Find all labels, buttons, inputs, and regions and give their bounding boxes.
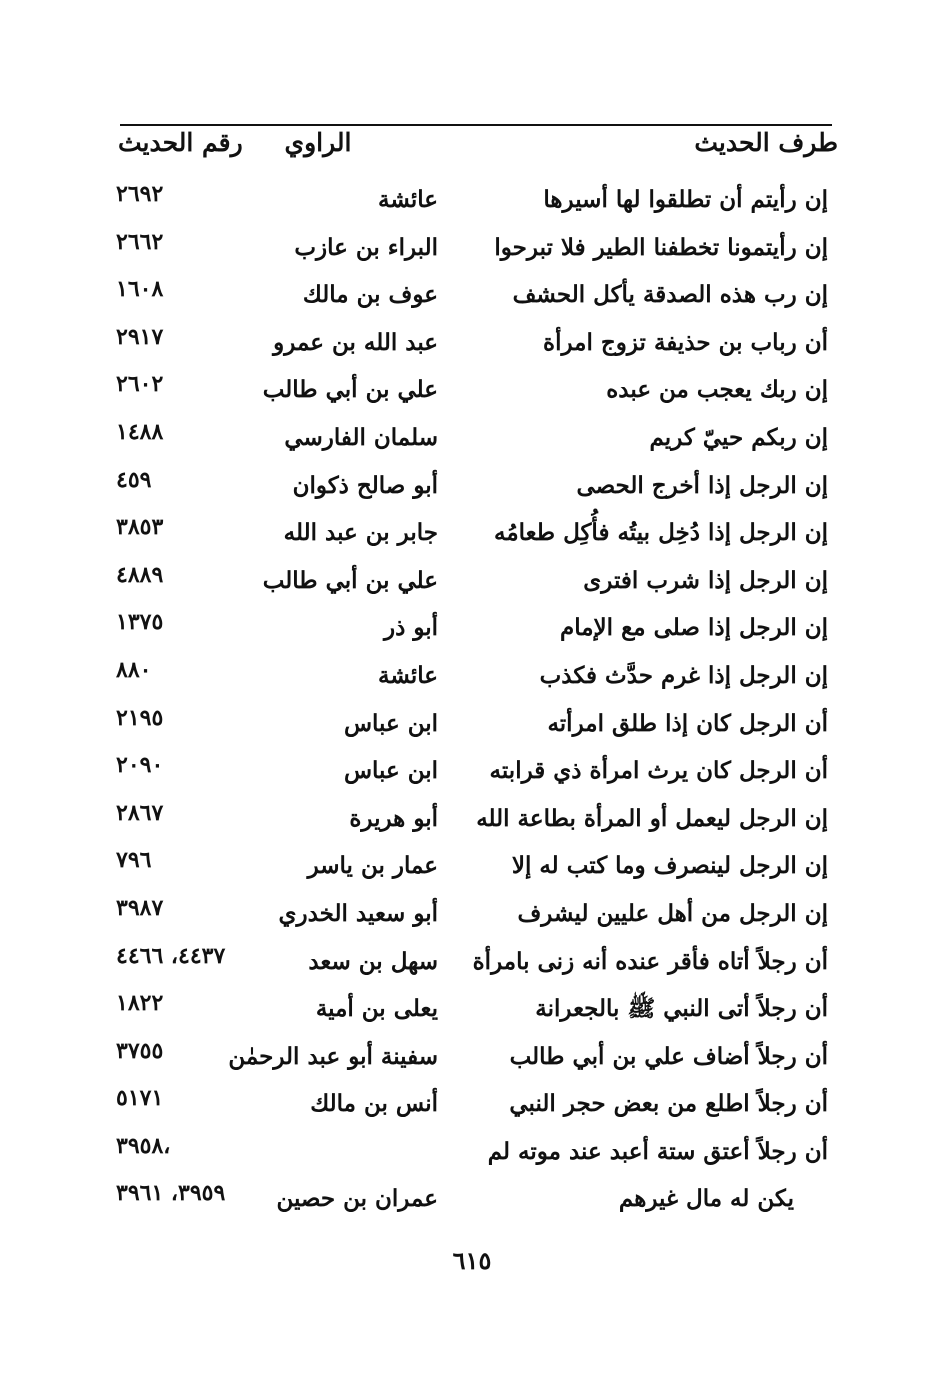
hadith-text: إن الرجل إذا أخرج الحصى [576,471,828,499]
hadith-index-table [108,180,828,1227]
number-column-header: رقم الحديث [118,128,243,157]
hadith-number: ٢٦٦٢ [116,228,164,255]
hadith-text: أن رجلاً أعتق ستة أعبد عند موته لم [487,1137,828,1165]
hadith-text: إن ربكم حييّ كريم [649,423,828,451]
hadith-number: ٤٤٣٧، ٤٤٦٦ [116,942,226,969]
table-row [108,704,828,752]
hadith-column-header: طرف الحديث [694,128,838,157]
hadith-text: أن رباب بن حذيفة تزوج امرأة [543,328,828,356]
table-row [108,466,828,514]
hadith-number: ٢٠٩٠ [116,752,164,779]
narrator-name: أبو ذر [383,614,438,642]
hadith-text: إن الرجل إذا غرم حدَّث فكذب [539,661,828,689]
hadith-text: إن رأيتم أن تطلقوا لها أسيرها [543,186,828,213]
table-row [108,513,828,561]
hadith-text: أن الرجل كان إذا طلق امرأته [547,709,828,737]
hadith-text: إن الرجل إذا دُخِل بيتُه فأُكِل طعامُه [494,519,828,547]
table-row [108,894,828,942]
narrator-name: سهل بن سعد [308,947,438,975]
narrator-name: عمران بن حصين [276,1185,438,1213]
hadith-number: ١٨٢٢ [116,990,164,1017]
narrator-name: سلمان الفارسي [284,423,438,451]
hadith-number: ٣٧٥٥ [116,1037,164,1064]
narrator-name: عمار بن ياسر [307,852,438,880]
table-row [108,228,828,276]
hadith-text: أن رجلاً أتاه فأقر عنده أنه زنى بامرأة [472,947,828,975]
table-row [108,323,828,371]
table-row [108,799,828,847]
narrator-name: علي بن أبي طالب [262,376,438,404]
narrator-name: ابن عباس [343,709,438,737]
hadith-number: ٣٩٨٧ [116,894,164,921]
table-row [108,418,828,466]
narrator-name: جابر بن عبد الله [283,519,438,547]
hadith-number: ١٤٨٨ [116,418,164,445]
table-row [108,1132,828,1180]
hadith-text: أن رجلاً أضاف علي بن أبي طالب [509,1042,828,1070]
table-row [108,370,828,418]
hadith-text: أن رجلاً اطلع من بعض حجر النبي [509,1090,828,1118]
narrator-name: سفينة أبو عبد الرحمٰن [228,1042,438,1070]
table-row [108,180,828,228]
hadith-text: إن ربك يعجب من عبده [606,376,828,404]
hadith-text: أن الرجل كان يرث امرأة ذي قرابته [489,757,828,785]
table-row [108,656,828,704]
hadith-number: ٢٩١٧ [116,323,164,350]
hadith-text: إن الرجل لينصرف وما كتب له إلا [511,852,828,880]
hadith-number: ٧٩٦ [116,847,152,874]
page-number: ٦١٥ [452,1246,492,1275]
narrator-column-header: الراوي [284,128,352,157]
table-row [108,1179,828,1227]
narrator-name: يعلى بن أمية [315,995,438,1023]
hadith-text: إن الرجل إذا شرب افترى [583,566,828,594]
hadith-text: إن رأيتمونا تخطفنا الطير فلا تبرحوا [494,233,828,261]
table-header [108,128,838,162]
hadith-text: إن رب هذه الصدقة يأكل الحشف [512,281,828,309]
narrator-name: البراء بن عازب [294,233,438,261]
hadith-number: ٨٨٠ [116,656,152,683]
table-row [108,989,828,1037]
hadith-number: ٤٨٨٩ [116,561,164,588]
hadith-number: ٢٨٦٧ [116,799,164,826]
table-row [108,846,828,894]
hadith-number: ٣٩٥٨، [116,1132,171,1159]
header-top-rule [120,124,832,126]
hadith-number: ٢١٩٥ [116,704,164,731]
hadith-number: ٣٨٥٣ [116,514,164,541]
narrator-name: عبد الله بن عمرو [273,328,438,356]
hadith-number: ٢٦٠٢ [116,371,164,398]
table-row [108,608,828,656]
hadith-text: يكن له مال غيرهم [618,1185,794,1213]
narrator-name: عوف بن مالك [302,281,438,309]
narrator-name: أبو صالح ذكوان [292,471,438,499]
hadith-text: أن رجلاً أتى النبي ﷺ بالجعرانة [535,995,828,1023]
hadith-number: ٤٥٩ [116,466,152,493]
hadith-number: ٣٩٥٩، ٣٩٦١ [116,1180,226,1207]
hadith-number: ٥١٧١ [116,1085,164,1112]
narrator-name: أبو سعيد الخدري [278,899,438,927]
table-row [108,275,828,323]
hadith-number: ١٦٠٨ [116,276,164,303]
table-row [108,942,828,990]
table-row [108,1037,828,1085]
hadith-number: ٢٦٩٢ [116,181,164,207]
hadith-number: ١٣٧٥ [116,609,164,636]
narrator-name: أبو هريرة [349,804,438,832]
narrator-name: ابن عباس [343,757,438,785]
hadith-text: إن الرجل إذا صلى مع الإمام [559,614,828,642]
table-row [108,751,828,799]
narrator-name: أنس بن مالك [310,1090,438,1118]
table-row [108,1084,828,1132]
narrator-name: عائشة [378,186,438,213]
narrator-name: علي بن أبي طالب [262,566,438,594]
hadith-text: إن الرجل من أهل عليين ليشرف [517,899,828,927]
hadith-text: إن الرجل ليعمل أو المرأة بطاعة الله [476,804,828,832]
table-row [108,561,828,609]
narrator-name: عائشة [378,661,438,689]
